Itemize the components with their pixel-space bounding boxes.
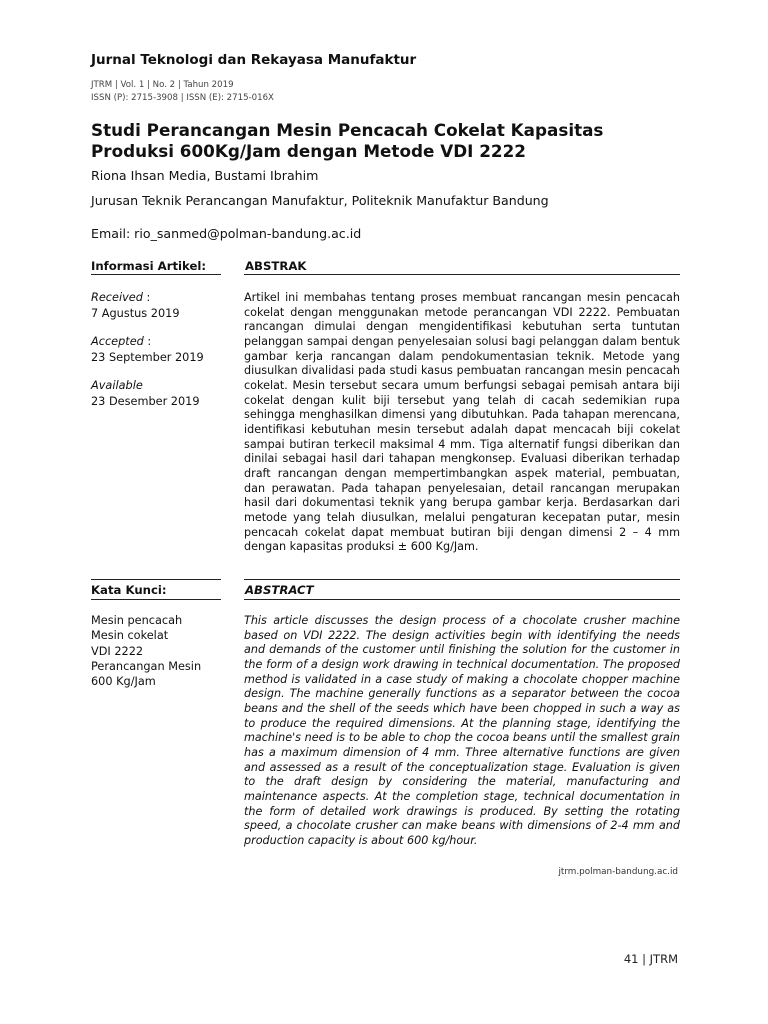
info-heading: Informasi Artikel: — [91, 259, 207, 273]
received-date: 7 Agustus 2019 — [91, 306, 180, 320]
abstract-heading: ABSTRACT — [245, 583, 314, 597]
abstract-text: This article discusses the design process of a chocolate crusher machine based on VDI 2222. The design activities begin with identifying the needs and demands of the customer until finishing the solution for the customer in the form of a design work drawing in technical documentation. The proposed method is validated in a case study of making a chocolate chopper machine design. The machine generally functions as a separator between the cocoa beans and the shell of the seeds which have been chopped in such a way as to produce the required dimensions. At the planning stage, identifying the machine's need is to be able to chop the cocoa beans until the smallest grain has a maximum dimension of 4 mm. Three alternative functions are given and assessed as a result of the conceptualization stage. Evaluation is given to the draft design by considering the material, manufacturing and maintenance aspects. At the completion stage, technical documentation in the form of detailed work drawings is produced. By setting the rotating speed, a chocolate crusher can make beans with dimensions of 2-4 mm and production capacity is about 600 kg/hour. — [244, 614, 680, 847]
abstrak-heading: ABSTRAK — [245, 259, 307, 273]
article-info — [91, 290, 221, 423]
abstract-heading-rule — [244, 599, 680, 600]
abstrak-heading-rule — [244, 274, 680, 275]
keyword-item: Mesin pencacah — [91, 614, 183, 627]
journal-name: Jurnal Teknologi dan Rekayasa Manufaktur — [91, 52, 417, 68]
received-colon: : — [142, 291, 151, 304]
abstract-top-rule — [244, 579, 680, 580]
keyword-item: VDI 2222 — [91, 644, 144, 658]
available-label: Available — [91, 379, 143, 393]
info-heading-rule — [91, 274, 221, 275]
keywords-heading-rule — [91, 599, 221, 600]
issue-line: JTRM | Vol. 1 | No. 2 | Tahun 2019 — [91, 80, 234, 90]
authors: Riona Ihsan Media, Bustami Ibrahim — [91, 168, 319, 183]
accepted-colon: : — [143, 335, 152, 349]
abstrak-text: Artikel ini membahas tentang proses membuat rancangan mesin pencacah cokelat dengan menggunakan metode perancangan VDI 2222. Pembuatan rancangan dimulai dengan mengidentifikasi kebutuhan serta tuntutan pelanggan sampai dengan penyelesaian solusi bagi pelanggan dalam bentuk gambar kerja rancangan dalam pendokumentasian teknik. Metode yang diusulkan divalidasi pada studi kasus pembuatan rancangan mesin pencacah cokelat. Mesin tersebut secara umum berfungsi sebagai pemisah antara biji cokelat dengan kulit biji tersebut yang telah di cacah sedemikian rupa sehingga menghasilkan dimensi yang dibutuhkan. Pada tahapan merencana, identifikasi kebutuhan mesin tersebut adalah dapat mencacah biji cokelat sampai butiran terkecil maksimal 4 mm. Tiga alternatif fungsi diberikan dan dinilai sebagai hasil dari tahapan mengkonsep. Evaluasi diberikan terhadap draft rancangan dengan mempertimbangkan aspek material, pembuatan, dan perawatan. Pada tahapan penyelesaian, detail rancangan merupakan hasil dari dokumentasi teknik yang berupa gambar kerja. Berdasarkan dari metode yang telah diusulkan, melalui pengaturan kecepatan putar, mesin pencacah cokelat dapat membuat butiran biji dengan dimensi 2 – 4 mm dengan kapasitas produksi ± 600 Kg/Jam. — [244, 291, 680, 554]
keywords-heading: Kata Kunci: — [91, 583, 167, 597]
received-label: Received — [91, 291, 143, 304]
article-title: Studi Perancangan Mesin Pencacah Cokelat Kapasitas Produksi 600Kg/Jam dengan Metode VDI 2222 — [91, 120, 604, 161]
journal-url: jtrm.polman-bandung.ac.id — [558, 867, 678, 877]
email: Email: rio_sanmed@polman-bandung.ac.id — [91, 226, 362, 241]
available-item — [91, 378, 221, 409]
keyword-item: Perancangan Mesin — [91, 659, 202, 673]
accepted-item — [91, 334, 221, 365]
issn-line: ISSN (P): 2715-3908 | ISSN (E): 2715-016X — [91, 93, 274, 103]
keywords-top-rule — [91, 579, 221, 580]
keywords-list — [91, 613, 221, 689]
keyword-item: 600 Kg/Jam — [91, 675, 156, 689]
accepted-label: Accepted — [91, 335, 144, 349]
page-number: 41 | JTRM — [623, 952, 678, 966]
affiliation: Jurusan Teknik Perancangan Manufaktur, Politeknik Manufaktur Bandung — [91, 193, 549, 208]
available-date: 23 Desember 2019 — [91, 394, 200, 408]
received-item — [91, 290, 221, 321]
keyword-item: Mesin cokelat — [91, 629, 169, 643]
accepted-date: 23 September 2019 — [91, 350, 204, 364]
